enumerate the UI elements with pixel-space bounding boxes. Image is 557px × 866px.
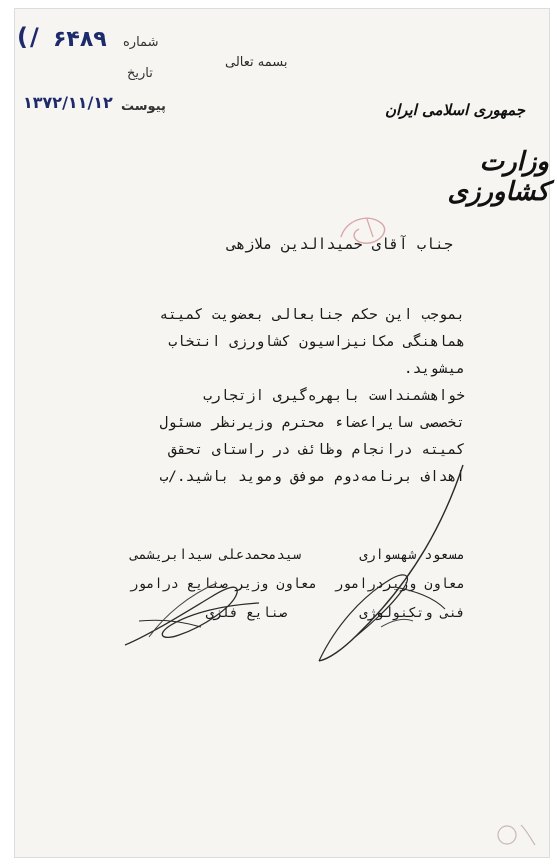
attachment-label: پیوست (121, 99, 166, 114)
signatory-2-title-1: معاون وزیر صنایع درامور (130, 576, 317, 592)
signature-scribble-right (295, 459, 485, 669)
date-value: ۱۳۷۲/۱۱/۱۲ (23, 93, 113, 112)
letter-page (14, 8, 550, 858)
body-line-6: کمیته درانجام وظائف در راستای تحقق (168, 442, 465, 458)
addressee: جناب آقای حمیدالدین ملازهی (227, 235, 453, 253)
signature-scribble-left (119, 575, 269, 655)
body-line-3: میشوید. (403, 361, 465, 377)
signatory-1-title-2: فنی وتکنولوژی (359, 605, 465, 621)
basmala: بسمه تعالی (225, 55, 288, 70)
ministry-title: وزارت کشاورزی (447, 147, 549, 207)
number-value: ۶۴۸۹ (53, 27, 107, 52)
body-line-7: اهداف برنامه‌دوم موفق وموید باشید./ب (159, 469, 465, 485)
faint-corner-mark (491, 813, 541, 851)
body-line-4: خواهشمنداست بابهره‌گیری ازتجارب (203, 388, 465, 404)
number-label: شماره (123, 35, 159, 50)
handwritten-number (17, 23, 41, 51)
body-line-5: تخصصی سایراعضاء محترم وزیرنظر مسئول (159, 415, 465, 431)
signatory-1-name: مسعود شهسواری (359, 547, 465, 563)
republic-title: جمهوری اسلامی ایران (385, 101, 526, 119)
date-label: تاریخ (127, 66, 153, 81)
body-line-2: هماهنگی مکانیزاسیون کشاورزی انتخاب (168, 334, 465, 350)
signatory-2-name: سیدمحمدعلی سیدابریشمی (130, 547, 301, 563)
number-slash: (/ (17, 23, 41, 51)
body-line-1: بموجب این حکم جنابعالی بعضویت کمیته (159, 307, 465, 323)
signatory-2-title-2: صنایع فلزی (205, 605, 287, 621)
signatory-1-title-1: معاون وزیردرامور (334, 576, 465, 592)
